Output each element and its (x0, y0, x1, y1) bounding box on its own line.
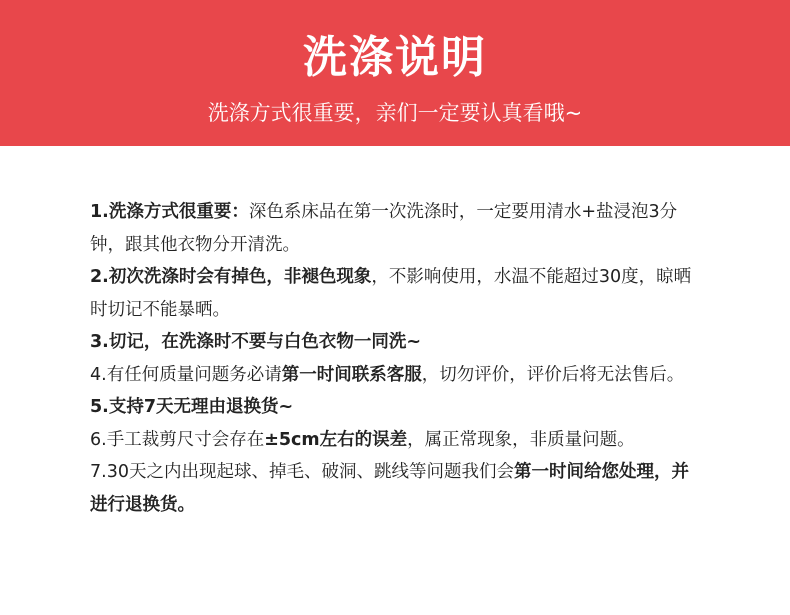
instruction-6-text-a: 6.手工裁剪尺寸会存在 (90, 429, 265, 450)
instruction-3 (90, 326, 700, 359)
instruction-4-text-a: 4.有任何质量问题务必请 (90, 364, 282, 385)
page-title: 洗涤说明 (303, 32, 487, 83)
page-subtitle: 洗涤方式很重要，亲们一定要认真看哦~ (207, 101, 583, 125)
washing-instructions (90, 196, 700, 521)
instruction-4 (90, 359, 700, 392)
instruction-6-text-b: ，属正常现象，非质量问题。 (407, 429, 635, 450)
instruction-2-bold: 2.初次洗涤时会有掉色，非褪色现象 (90, 267, 372, 287)
instruction-1 (90, 196, 700, 261)
instruction-4-bold: 第一时间联系客服 (281, 364, 422, 385)
instruction-7 (90, 456, 700, 521)
instruction-7-bold: 第一时间给您处理，并进行退换货。 (90, 462, 689, 515)
instruction-2-text: ，不影响使用，水温不能超过30度，晾晒时切记不能暴晒。 (90, 267, 692, 320)
instruction-1-text: 深色系床品在第一次洗涤时，一定要用清水+盐浸泡3分钟，跟其他衣物分开清洗。 (90, 202, 678, 255)
instruction-7-text: 7.30天之内出现起球、掉毛、破洞、跳线等问题我们会 (90, 462, 514, 482)
instruction-2 (90, 261, 700, 326)
instruction-1-bold: 1.洗涤方式很重要： (90, 202, 249, 222)
instruction-6-bold: ±5cm左右的误差 (264, 429, 408, 450)
instruction-3-bold: 3.切记，在洗涤时不要与白色衣物一同洗~ (90, 332, 421, 352)
instruction-6 (90, 424, 700, 457)
header-banner (0, 0, 790, 146)
instruction-5 (90, 391, 700, 424)
instruction-5-bold: 5.支持7天无理由退换货~ (90, 397, 294, 417)
instruction-4-text-b: ，切勿评价，评价后将无法售后。 (421, 364, 685, 385)
